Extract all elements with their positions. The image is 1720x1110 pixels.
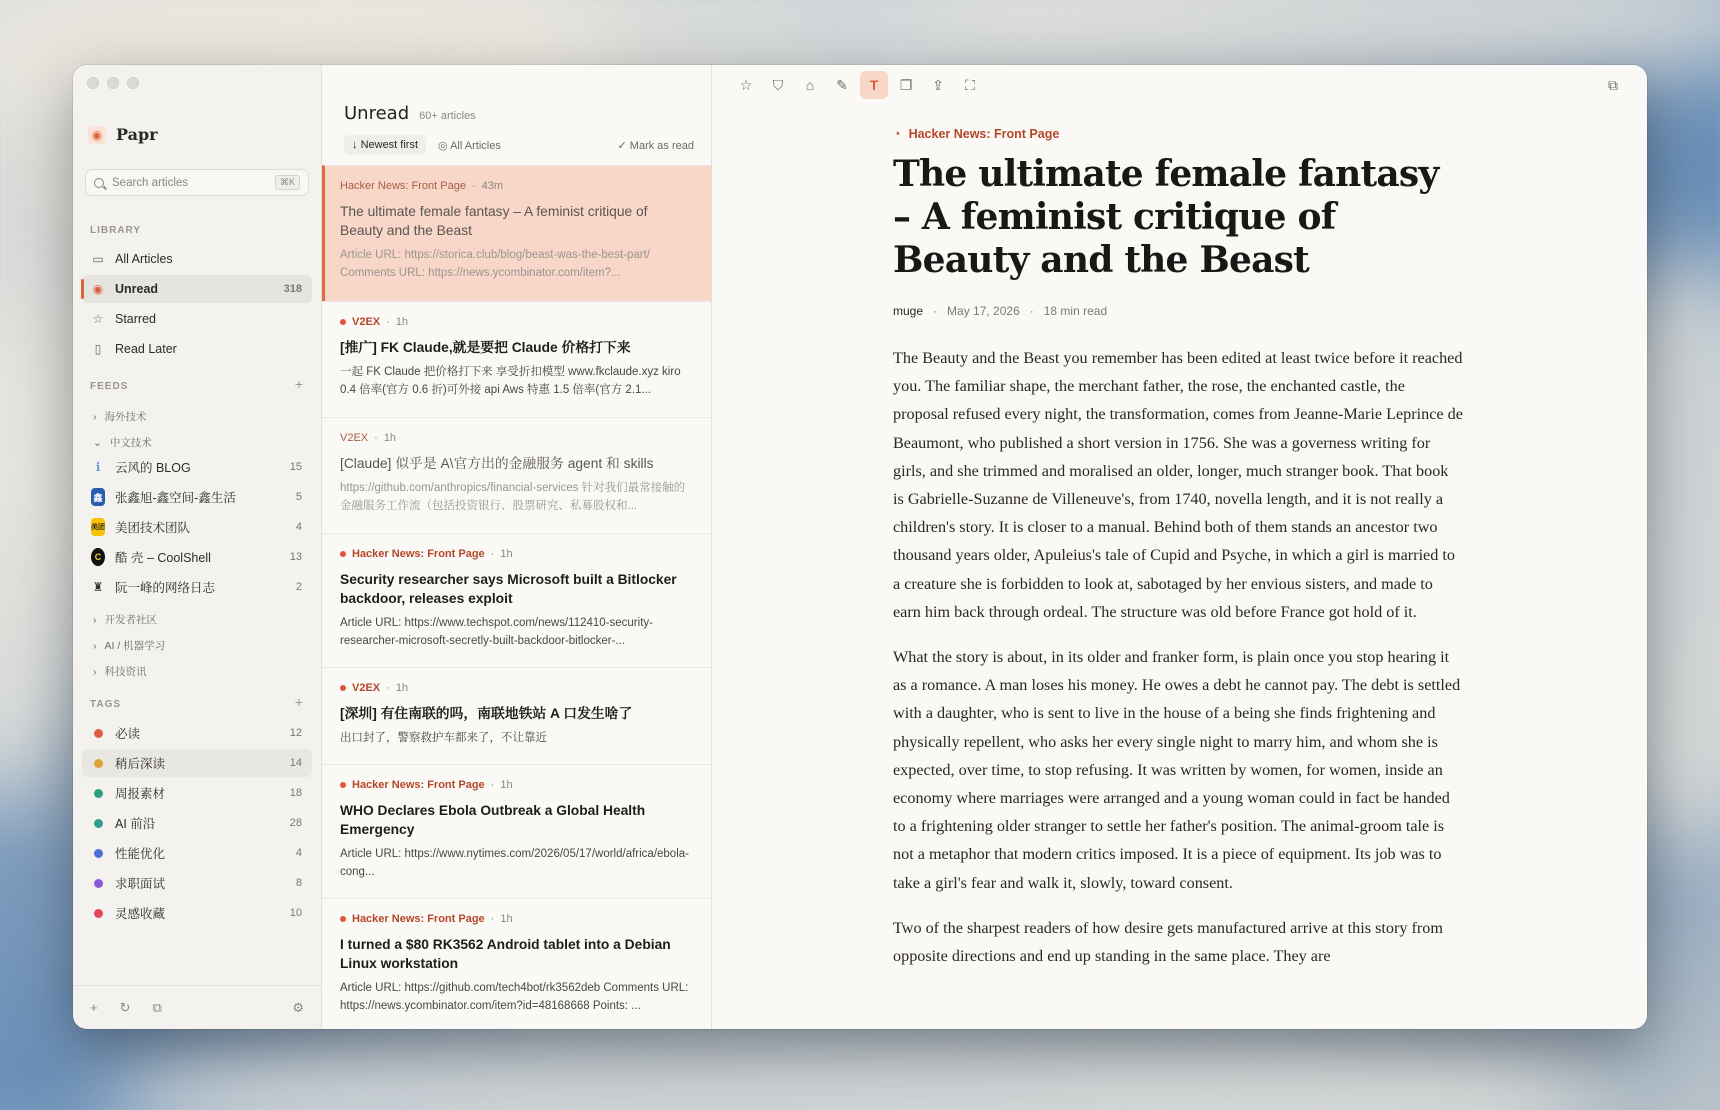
star-icon: ☆ bbox=[92, 312, 104, 326]
feeds-label: FEEDS bbox=[90, 381, 129, 392]
card-time: 43m bbox=[481, 180, 504, 192]
card-source: Hacker News: Front Page bbox=[352, 548, 485, 560]
tag-icon[interactable]: ⌂ bbox=[805, 77, 815, 93]
sidebar-item-unread[interactable]: ◉ Unread 318 bbox=[82, 275, 312, 303]
card-excerpt: Article URL: https://storica.club/blog/beast-was-the-best-part/ Comments URL: https://news.ycombinator.com/item?... bbox=[340, 249, 650, 279]
card-excerpt: Article URL: https://github.com/tech4bot/rk3562deb Comments URL: https://news.ycombinator.com/item?id=48168668 Points: ... bbox=[340, 982, 689, 1012]
unread-dot bbox=[340, 782, 346, 788]
card-excerpt: 出口封了，警察救护车都来了，不让靠近 bbox=[340, 732, 547, 744]
gear-icon[interactable]: ⚙ bbox=[292, 999, 304, 1015]
sidebar-item-starred[interactable]: ☆ Starred bbox=[92, 312, 156, 326]
card-title: [Claude] 似乎是 A\官方出的金融服务 agent 和 skills bbox=[340, 456, 654, 471]
bookmark-icon[interactable]: ⛉ bbox=[772, 76, 784, 93]
feed-folder[interactable]: › AI / 机器学习 bbox=[93, 639, 166, 652]
text-format-icon[interactable]: T bbox=[860, 71, 888, 99]
card-time: 1h bbox=[500, 913, 513, 925]
card-excerpt: Article URL: https://www.techspot.com/news/112410-security-researcher-microsoft-secretly-built-backdoor-bitlocker-... bbox=[340, 617, 653, 647]
article-card[interactable]: Hacker News: Front Page · 43m The ultimate female fantasy – A feminist critique of Beauty and the Beast Article URL: https://storica.club/blog/beast-was-the-best-part/ Comments URL: https://news.ycombinator.com/item?... bbox=[322, 165, 712, 301]
card-excerpt: 一起 FK Claude 把价格打下来 享受折扣模型 www.fkclaude.xyz kiro 0.4 倍率(官方 0.6 折)可外接 api Aws 特惠 1.5 倍率(官方 2.1... bbox=[340, 366, 681, 396]
chevron-right-icon: › bbox=[93, 639, 97, 652]
feed-folder[interactable]: › 开发者社区 bbox=[93, 613, 157, 626]
unread-circle-icon: ◉ bbox=[92, 282, 104, 296]
feed-item[interactable]: C 酷 壳 – CoolShell 13 bbox=[82, 543, 312, 571]
card-title: I turned a $80 RK3562 Android tablet into a Debian Linux workstation bbox=[340, 937, 671, 971]
card-time: 1h bbox=[395, 316, 409, 328]
add-feed-button[interactable]: + bbox=[294, 376, 303, 392]
article-card[interactable]: Hacker News: Front Page · 1h Security researcher says Microsoft built a Bitlocker backdoor, releases exploit Article URL: https://www.techspot.com/news/112410-security-researcher-microsoft-secretly-built-backdoor-bitlocker-... bbox=[322, 533, 712, 667]
fullscreen-icon[interactable]: ⛶ bbox=[965, 76, 975, 93]
reader-toolbar bbox=[732, 71, 984, 99]
tag-color-dot bbox=[94, 759, 103, 768]
window-controls bbox=[87, 77, 139, 89]
zoom-window-button[interactable] bbox=[127, 77, 139, 89]
card-title: WHO Declares Ebola Outbreak a Global Health Emergency bbox=[340, 803, 646, 837]
article-card[interactable]: V2EX · 1h [Claude] 似乎是 A\官方出的金融服务 agent 和 skills https://github.com/anthropics/financial-services 针对我们最常接触的金融服务工作流（包括投资银行、股票研究、私募股权和... bbox=[322, 417, 712, 533]
feed-item[interactable]: 美团 美团技术团队 4 bbox=[82, 513, 312, 541]
sort-button[interactable]: ↓ Newest first bbox=[344, 135, 426, 155]
article-card[interactable]: Hacker News: Front Page · 1h WHO Declares Ebola Outbreak a Global Health Emergency Article URL: https://www.nytimes.com/2026/05/17/world/africa/ebola-cong... bbox=[322, 764, 712, 898]
share-icon[interactable]: ⇪ bbox=[932, 76, 944, 93]
article-body bbox=[893, 127, 1463, 987]
card-time: 1h bbox=[500, 779, 513, 791]
tag-item[interactable]: 灵感收藏 10 bbox=[82, 899, 312, 927]
card-source: V2EX bbox=[340, 432, 369, 444]
feed-item[interactable]: 鑫 张鑫旭-鑫空间-鑫生活 5 bbox=[82, 483, 312, 511]
open-external-icon[interactable]: ⧉ bbox=[152, 999, 162, 1015]
card-excerpt: https://github.com/anthropics/financial-services 针对我们最常接触的金融服务工作流（包括投资银行、股票研究、私募股权和... bbox=[340, 482, 686, 512]
unread-dot bbox=[340, 685, 346, 691]
card-excerpt: Article URL: https://www.nytimes.com/2026/05/17/world/africa/ebola-cong... bbox=[340, 848, 689, 878]
sidebar bbox=[73, 65, 322, 1029]
search-icon bbox=[94, 178, 104, 188]
close-window-button[interactable] bbox=[87, 77, 99, 89]
search-placeholder: Search articles bbox=[112, 176, 189, 189]
tags-label: TAGS bbox=[90, 699, 122, 710]
feed-item[interactable]: ℹ 云风的 BLOG 15 bbox=[82, 453, 312, 481]
card-source: Hacker News: Front Page bbox=[340, 180, 466, 192]
mark-as-read-button[interactable]: ✓ Mark as read bbox=[617, 139, 694, 152]
feed-folder[interactable]: › 海外技术 bbox=[93, 410, 147, 423]
add-tag-button[interactable]: + bbox=[294, 694, 303, 710]
article-count: 60+ articles bbox=[419, 110, 476, 122]
minimize-window-button[interactable] bbox=[107, 77, 119, 89]
ruanyifeng-feed-icon: ♜ bbox=[92, 580, 104, 594]
tag-color-dot bbox=[94, 789, 103, 798]
refresh-icon[interactable]: ↻ bbox=[119, 999, 131, 1015]
filter-button[interactable]: ◎ All Articles bbox=[438, 139, 501, 152]
chevron-right-icon: › bbox=[93, 613, 97, 626]
sidebar-footer bbox=[73, 985, 321, 1029]
chevron-down-icon: ⌄ bbox=[93, 436, 102, 449]
card-time: 1h bbox=[500, 548, 513, 560]
card-title: Security researcher says Microsoft built a Bitlocker backdoor, releases exploit bbox=[340, 572, 677, 606]
chevron-right-icon: › bbox=[93, 410, 97, 423]
card-source: Hacker News: Front Page bbox=[352, 913, 485, 925]
article-meta: muge · May 17, 2026 · 18 min read bbox=[893, 304, 1108, 318]
article-source[interactable]: ◔ Hacker News: Front Page bbox=[893, 127, 1060, 141]
arrow-down-icon: ↓ bbox=[352, 139, 361, 151]
card-source: V2EX bbox=[352, 682, 381, 694]
copy-icon[interactable]: ❐ bbox=[899, 76, 913, 93]
eye-icon: ◎ bbox=[438, 139, 451, 152]
tag-item[interactable]: 周报素材 18 bbox=[82, 779, 312, 807]
app-window bbox=[73, 65, 1647, 1029]
feed-folder[interactable]: ⌄ 中文技术 bbox=[93, 436, 152, 449]
card-source: Hacker News: Front Page bbox=[352, 779, 485, 791]
article-date: May 17, 2026 bbox=[947, 304, 1020, 318]
article-title: The ultimate female fantasy – A feminist critique of Beauty and the Beast bbox=[893, 153, 1439, 281]
unread-count: 318 bbox=[283, 283, 302, 295]
article-read-time: 18 min read bbox=[1043, 304, 1108, 318]
card-title: The ultimate female fantasy – A feminist critique of Beauty and the Beast bbox=[340, 204, 648, 238]
tag-color-dot bbox=[94, 909, 103, 918]
tag-color-dot bbox=[94, 879, 103, 888]
unread-dot bbox=[340, 319, 346, 325]
feed-item[interactable]: ♜ 阮一峰的网络日志 2 bbox=[92, 580, 302, 595]
article-card[interactable]: V2EX · 1h [推广] FK Claude,就是要把 Claude 价格打下来 一起 FK Claude 把价格打下来 享受折扣模型 www.fkclaude.xyz kiro 0.4 倍率(官方 0.6 折)可外接 api Aws 特惠 1.5 倍率(官方 2.1... bbox=[322, 301, 712, 417]
tag-item[interactable]: 稍后深读 14 bbox=[82, 749, 312, 777]
tag-color-dot bbox=[94, 819, 103, 828]
highlight-icon[interactable]: ✎ bbox=[836, 76, 848, 93]
tag-color-dot bbox=[94, 729, 103, 738]
article-card[interactable]: V2EX · 1h [深圳] 有住南联的吗，南联地铁站 A 口发生啥了 出口封了，警察救护车都来了，不让靠近 bbox=[322, 667, 712, 764]
article-list bbox=[322, 65, 712, 1029]
search-shortcut: ⌘K bbox=[275, 175, 300, 190]
unread-dot bbox=[340, 916, 346, 922]
article-paragraph: Two of the sharpest readers of how desire gets manufactured arrive at this story from opposite directions and end up standing in the same place. They are bbox=[893, 918, 1443, 966]
add-icon[interactable]: + bbox=[90, 1000, 98, 1015]
rss-icon: ◔ bbox=[893, 127, 901, 141]
star-icon[interactable]: ☆ bbox=[739, 76, 753, 93]
inbox-icon: ▭ bbox=[92, 252, 104, 266]
zhangxinxu-feed-icon: 鑫 bbox=[91, 488, 105, 506]
article-card[interactable]: Hacker News: Front Page · 1h I turned a $80 RK3562 Android tablet into a Debian Linux workstation Article URL: https://github.com/tech4bot/rk3562deb Comments URL: https://news.ycombinator.com/item?id=48168668 Points: ... bbox=[322, 898, 712, 1029]
tag-item[interactable]: 求职面试 8 bbox=[82, 869, 312, 897]
meituan-feed-icon: 美团 bbox=[91, 518, 105, 536]
library-label: LIBRARY bbox=[90, 225, 142, 236]
rss-logo-icon: ◉ bbox=[88, 126, 106, 144]
sidebar-item-all-articles[interactable]: ▭ All Articles bbox=[92, 252, 173, 266]
open-in-browser-icon[interactable]: ⧉ bbox=[1608, 76, 1618, 93]
check-icon: ✓ bbox=[617, 139, 630, 152]
article-author: muge bbox=[893, 304, 924, 318]
brand bbox=[88, 125, 158, 144]
sidebar-item-read-later[interactable]: ▯ Read Later bbox=[82, 335, 312, 363]
tag-item[interactable]: AI 前沿 28 bbox=[82, 809, 312, 837]
tag-item[interactable]: 性能优化 4 bbox=[82, 839, 312, 867]
unread-dot bbox=[340, 551, 346, 557]
list-header bbox=[344, 103, 476, 124]
app-name: Papr bbox=[116, 125, 158, 144]
card-source: V2EX bbox=[352, 316, 381, 328]
card-title: [深圳] 有住南联的吗，南联地铁站 A 口发生啥了 bbox=[340, 706, 633, 721]
list-title: Unread bbox=[344, 103, 410, 124]
search-input[interactable] bbox=[85, 169, 309, 196]
cloudwu-feed-icon: ℹ bbox=[95, 460, 101, 474]
card-time: 1h bbox=[383, 432, 397, 444]
card-time: 1h bbox=[395, 682, 409, 694]
article-paragraph: What the story is about, in its older and franker form, is plain once you stop hearing it as a romance. A man loses his money. He owes a debt he cannot pay. The debt is settled with a daughter, who is sent to live in the house of a being she finds frightening and physically repellent, who asks her every single night to marry him, and whom she is expected, over time, to stop refusing. It was written by women, for women, inside an economy where marriages were arranged and a young woman could in fact be handed to a frightening older stranger to settle her father's position. The animal-groom tale is not a metaphor that modern critics imposed. It is a piece of equipment. Its job was to take a girl's fear and walk it, slowly, toward consent. bbox=[893, 648, 1461, 892]
article-paragraph: The Beauty and the Beast you remember has been edited at least twice before it reached you. The familiar shape, the merchant father, the rose, the enchanted castle, the proposal refused every night, the transformation, comes from Jeanne-Marie Leprince de Beaumont, who published a short version in 1756. She was a governess writing for girls, and she trimmed and moralised an older, longer, much stranger book. That book is Gabrielle-Suzanne de Villeneuve's, from 1740, novella length, and it is not really a children's story. It is closer to a manual. Behind both of them stands an ancestor two thousand years older, Apuleius's tale of Cupid and Psyche, in which a girl is married to a creature she is forbidden to look at, sabotaged by her envious sisters, and made to earn him back through ordeal. The structure was old before France got hold of it. bbox=[893, 349, 1463, 621]
chevron-right-icon: › bbox=[93, 665, 97, 678]
reader-pane bbox=[712, 65, 1647, 1029]
bookmark-icon: ▯ bbox=[94, 342, 102, 356]
tag-item[interactable]: 必读 12 bbox=[82, 719, 312, 747]
tag-color-dot bbox=[94, 849, 103, 858]
coolshell-feed-icon: C bbox=[91, 548, 105, 566]
card-title: [推广] FK Claude,就是要把 Claude 价格打下来 bbox=[340, 340, 631, 355]
list-controls bbox=[344, 135, 694, 155]
feed-folder[interactable]: › 科技资讯 bbox=[93, 665, 147, 678]
